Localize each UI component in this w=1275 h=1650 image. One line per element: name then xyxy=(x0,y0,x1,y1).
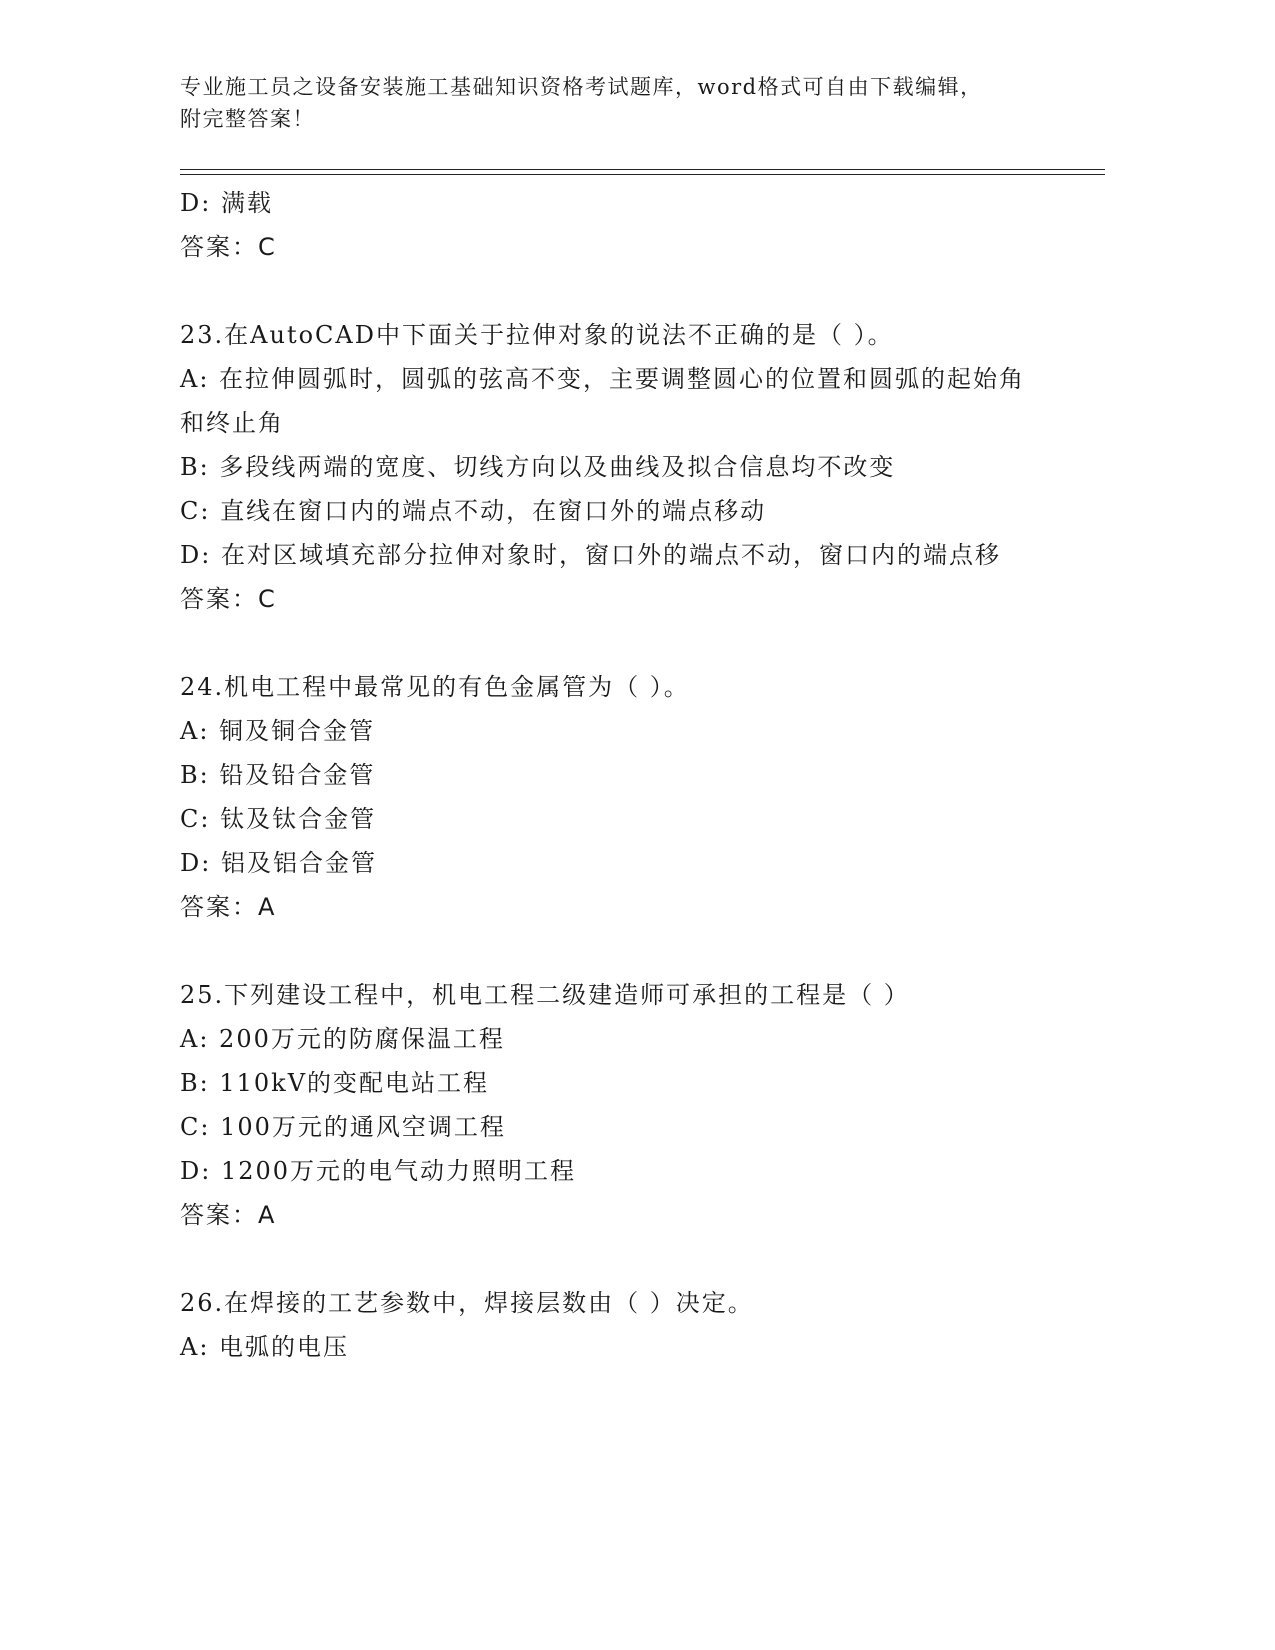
option-c: C: 直线在窗口内的端点不动，在窗口外的端点移动 xyxy=(180,497,767,525)
question-block-23 xyxy=(180,313,1050,621)
option-b: B: 多段线两端的宽度、切线方向以及曲线及拟合信息均不改变 xyxy=(180,453,896,481)
header-line-2: 附完整答案！ xyxy=(180,107,315,131)
option-b: B: 110kV的变配电站工程 xyxy=(180,1069,490,1097)
question-content xyxy=(180,181,1050,1369)
option-a: A: 铜及铜合金管 xyxy=(180,717,376,745)
question-block-26 xyxy=(180,1281,1050,1369)
option-b: B: 铅及铅合金管 xyxy=(180,761,376,789)
question-stem: 23.在AutoCAD中下面关于拉伸对象的说法不正确的是（ ）。 xyxy=(180,321,894,349)
option-c: C: 100万元的通风空调工程 xyxy=(180,1113,506,1141)
document-header xyxy=(180,71,1060,135)
header-line-1: 专业施工员之设备安装施工基础知识资格考试题库，word格式可自由下载编辑， xyxy=(180,75,983,99)
question-stem: 25.下列建设工程中，机电工程二级建造师可承担的工程是（ ） xyxy=(180,981,910,1009)
header-divider-top xyxy=(180,169,1105,170)
option-c: C: 钛及钛合金管 xyxy=(180,805,377,833)
answer-line: 答案：A xyxy=(180,1201,277,1229)
question-stem: 26.在焊接的工艺参数中，焊接层数由（ ）决定。 xyxy=(180,1289,754,1317)
option-d: D: 在对区域填充部分拉伸对象时，窗口外的端点不动，窗口内的端点移 xyxy=(180,541,1001,569)
option-a: A: 在拉伸圆弧时，圆弧的弦高不变，主要调整圆心的位置和圆弧的起始角和终止角 xyxy=(180,365,1026,437)
answer-line: 答案：C xyxy=(180,585,277,613)
option-d: D: 1200万元的电气动力照明工程 xyxy=(180,1157,577,1185)
question-block-25 xyxy=(180,973,1050,1237)
option-d: D: 满载 xyxy=(180,189,273,217)
option-a: A: 电弧的电压 xyxy=(180,1333,350,1361)
option-d: D: 铝及铝合金管 xyxy=(180,849,377,877)
question-stem: 24.机电工程中最常见的有色金属管为（ ）。 xyxy=(180,673,690,701)
answer-line: 答案：C xyxy=(180,233,277,261)
option-a: A: 200万元的防腐保温工程 xyxy=(180,1025,505,1053)
question-block-24 xyxy=(180,665,1050,929)
header-divider-bottom xyxy=(180,174,1105,175)
answer-line: 答案：A xyxy=(180,893,277,921)
